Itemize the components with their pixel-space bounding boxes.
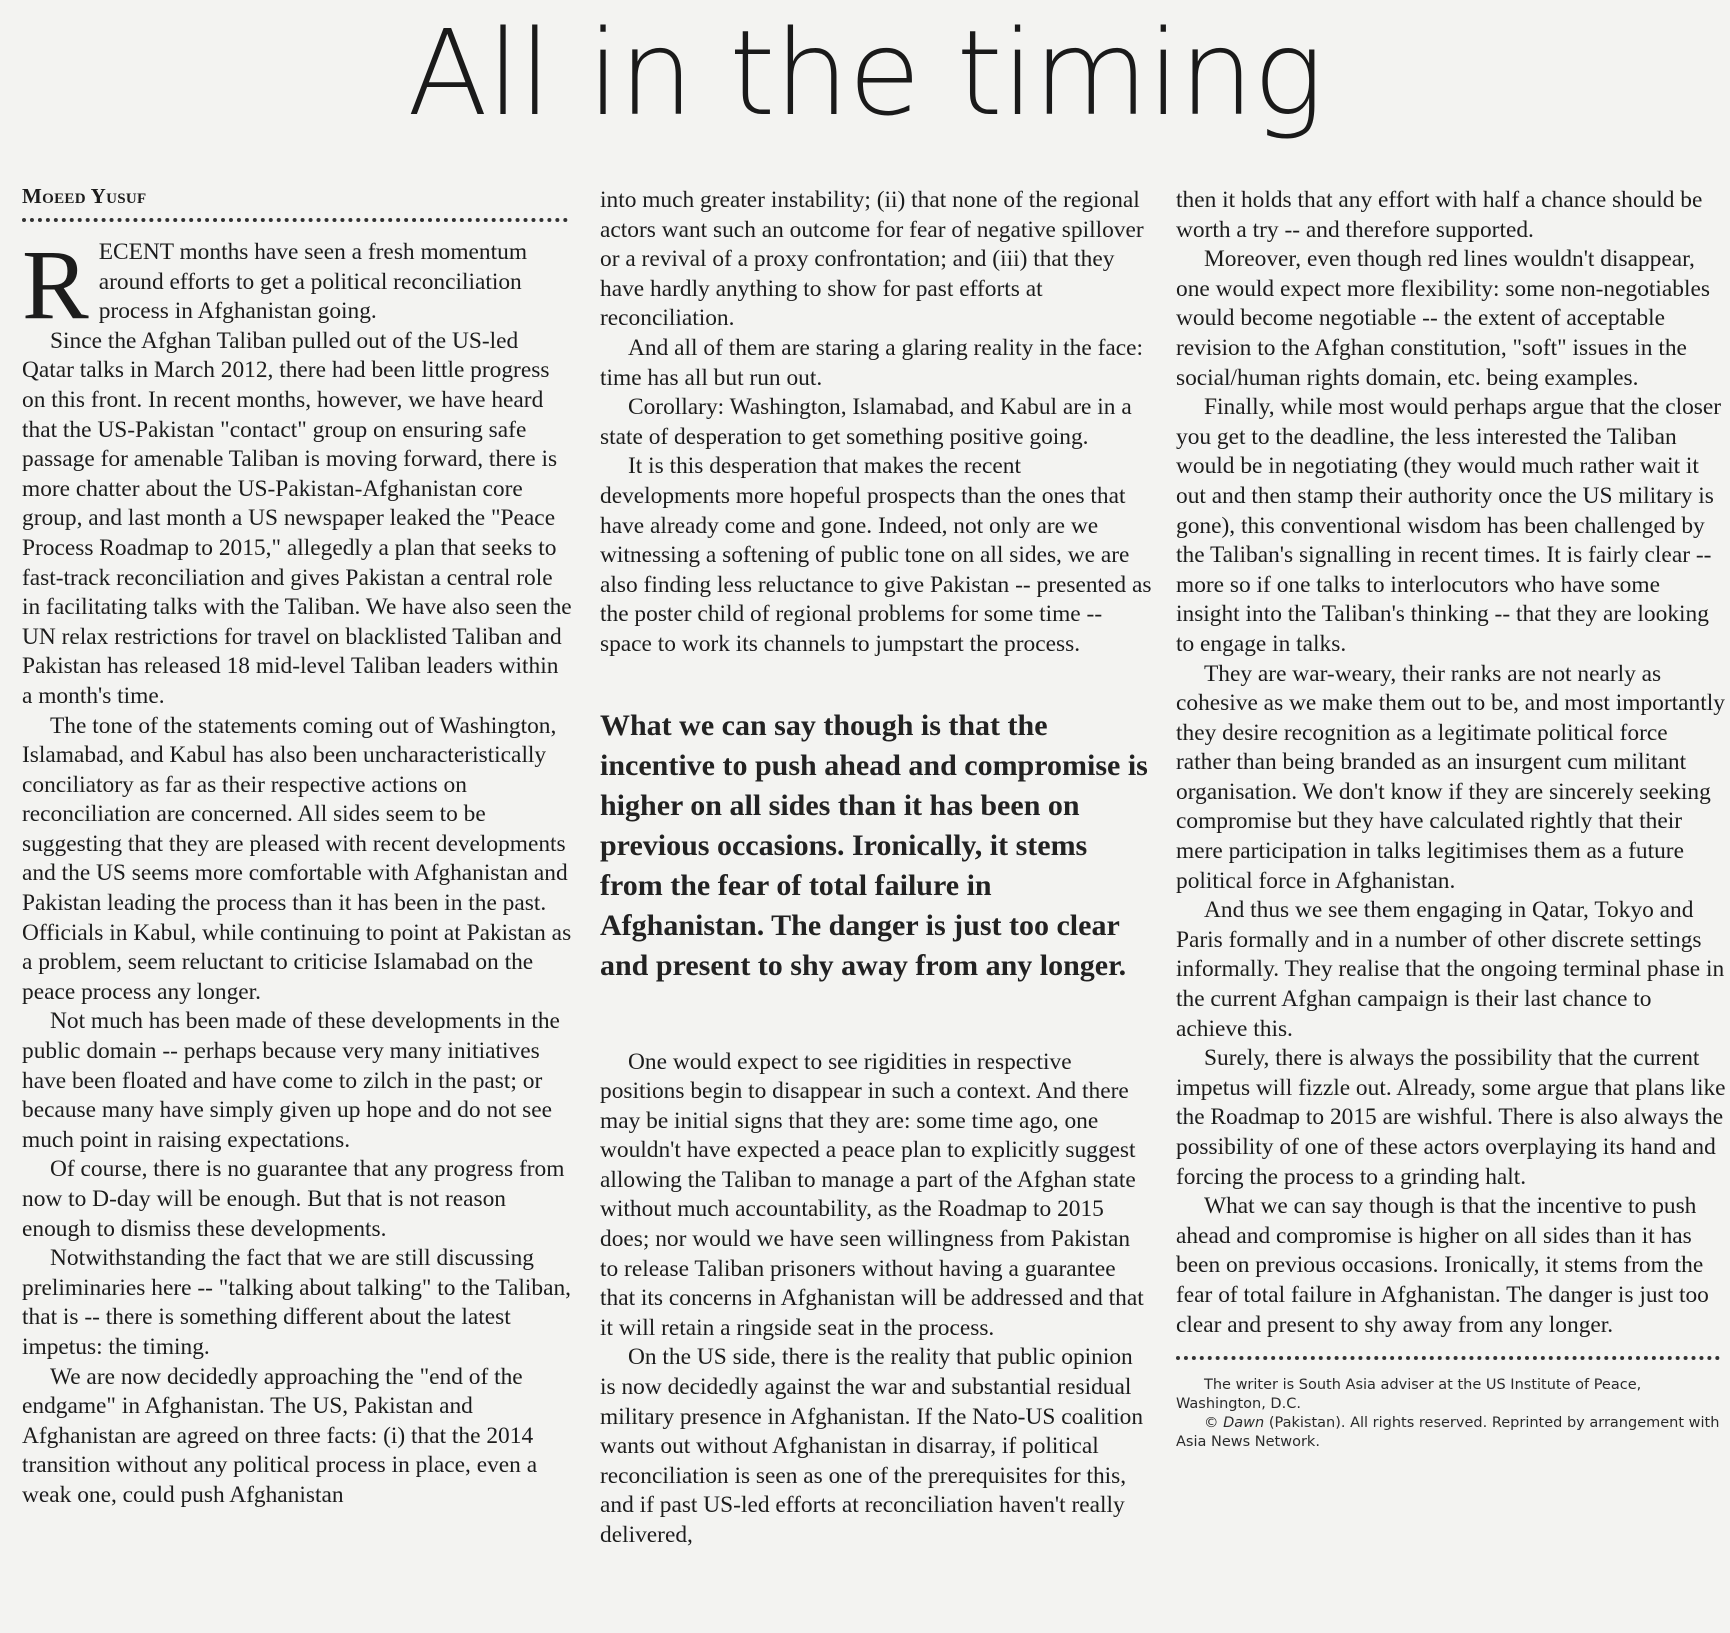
byline: Moeed Yusuf bbox=[22, 184, 147, 208]
column-2 bbox=[600, 186, 1152, 1551]
paragraph: then it holds that any effort with half a chance should be worth a try -- and therefore supported. bbox=[1176, 187, 1703, 243]
paragraph: We are now decidedly approaching the "end of the endgame" in Afghanistan. The US, Pakistan and Afghanistan are agreed on three facts: (i) that the 2014 transition without any political process in place, even a weak one, could push Afghanistan bbox=[22, 1363, 538, 1508]
column-1 bbox=[22, 186, 574, 1511]
dotted-rule bbox=[1176, 1356, 1720, 1360]
paragraph: They are war-weary, their ranks are not nearly as cohesive as we make them out to be, and most importantly they desire recognition as a legitimate political force rather than being branded as an insurgent cum militant organisation. We don't know if they are sincerely seeking compromise but they have calculated rightly that their mere participation in talks legitimises them as a future political force in Afghanistan. bbox=[1176, 660, 1725, 894]
paragraph: Of course, there is no guarantee that any progress from now to D-day will be enough. But that is not reason enough to dismiss these developments. bbox=[22, 1156, 565, 1242]
paragraph: Surely, there is always the possibility that the current impetus will fizzle out. Already, some argue that plans like the Roadmap to 2015 are wishful. There is also always the possibility of one of these actors overplaying its hand and forcing the process to a grinding halt. bbox=[1176, 1045, 1726, 1190]
paragraph: What we can say though is that the incentive to push ahead and compromise is higher on all sides than it has been on previous occasions. Ironically, it stems from the fear of total failure in Afghanistan. The danger is just too clear and present to shy away from any longer. bbox=[1176, 1193, 1709, 1338]
lead-text: ECENT months have seen a fresh momentum around efforts to get a political reconciliation process in Afghanistan going. bbox=[98, 239, 528, 325]
paragraph: into much greater instability; (ii) that none of the regional actors want such an outcome for fear of negative spillover or a revival of a proxy confrontation; and (iii) that they have hardly anything to show for past efforts at reconciliation. bbox=[600, 187, 1144, 332]
publication-name: Dawn bbox=[1223, 1415, 1265, 1432]
paragraph: Moreover, even though red lines wouldn't disappear, one would expect more flexibility: some non-negotiables would become negotiable -- the extent of acceptable revision to the Afghan constitution, "soft" issues in the social/human rights domain, etc. being examples. bbox=[1176, 246, 1710, 391]
copyright-credit bbox=[1176, 1414, 1728, 1452]
paragraph: Since the Afghan Taliban pulled out of the US-led Qatar talks in March 2012, there had been little progress on this front. In recent months, however, we have heard that the US-Pakistan "contact" group on ensuring safe passage for amenable Taliban is moving forward, there is more chatter about the US-Pakistan-Afghanistan core group, and last month a US newspaper leaked the "Peace Process Roadmap to 2015," allegedly a plan that seeks to fast-track reconciliation and gives Pakistan a central role in facilitating talks with the Taliban. We have also seen the UN relax restrictions for travel on blacklisted Taliban and Pakistan has released 18 mid-level Taliban leaders within a month's time. bbox=[22, 327, 572, 709]
paragraph: And thus we see them engaging in Qatar, Tokyo and Paris formally and in a number of other discrete settings informally. They realise that the ongoing terminal phase in the current Afghan campaign is their last chance to achieve this. bbox=[1176, 897, 1725, 1042]
headline: All in the timing bbox=[407, 4, 1323, 142]
dotted-rule bbox=[22, 218, 568, 222]
paragraph: On the US side, there is the reality that public opinion is now decidedly against the war and substantial residual military presence in Afghanistan. If the Nato-US coalition wants out without Afghanistan in disarray, if political reconciliation is seen as one of the prerequisites for this, and if past US-led efforts at reconciliation haven't really delivered, bbox=[600, 1344, 1144, 1548]
drop-cap: R bbox=[22, 229, 89, 340]
lead-paragraph bbox=[22, 229, 574, 340]
credit-text: (Pakistan). All rights reserved. Reprinted by arrangement with Asia News Network. bbox=[1176, 1415, 1720, 1451]
paragraph: The tone of the statements coming out of Washington, Islamabad, and Kabul has also been uncharacteristically conciliatory as far as their respective actions on reconciliation are concerned. All sides seem to be suggesting that they are pleased with recent developments and the US seems more comfortable with Afghanistan and Pakistan leading the process than it has been in the past. Officials in Kabul, while continuing to point at Pakistan as a problem, seem reluctant to criticise Islamabad on the peace process any longer. bbox=[22, 712, 572, 1005]
pull-quote: What we can say though is that the incentive to push ahead and compromise is higher on all sides than it has been on previous occasions. Ironically, it stems from the fear of total failure in Afghanistan. The danger is just too clear and present to shy away from any longer. bbox=[600, 708, 1148, 982]
paragraph: Finally, while most would perhaps argue that the closer you get to the deadline, the less interested the Taliban would be in negotiating (they would much rather wait it out and then stamp their authority once the US military is gone), this conventional wisdom has been challenged by the Taliban's signalling in recent times. It is fairly clear -- more so if one talks to interlocutors who have some insight into the Taliban's thinking -- that they are looking to engage in talks. bbox=[1176, 394, 1722, 657]
paragraph: It is this desperation that makes the recent developments more hopeful prospects than the ones that have already come and gone. Indeed, not only are we witnessing a softening of public tone on all sides, we are also finding less reluctance to give Pakistan -- presented as the poster child of regional problems for some time -- space to work its channels to jumpstart the process. bbox=[600, 453, 1152, 657]
paragraph: One would expect to see rigidities in respective positions begin to disappear in such a context. And there may be initial signs that they are: some time ago, one wouldn't have expected a peace plan to explicitly suggest allowing the Taliban to manage a part of the Afghan state without much accountability, as the Roadmap to 2015 does; nor would we have seen willingness from Pakistan to release Taliban prisoners without having a guarantee that its concerns in Afghanistan will be addressed and that it will retain a ringside seat in the process. bbox=[600, 1048, 1144, 1341]
author-note: The writer is South Asia adviser at the US Institute of Peace, Washington, D.C. bbox=[1176, 1377, 1642, 1413]
paragraph: Not much has been made of these developments in the public domain -- perhaps because very many initiatives have been floated and have come to zilch in the past; or because many have simply given up hope and do not see much point in raising expectations. bbox=[22, 1008, 560, 1153]
paragraph: And all of them are staring a glaring reality in the face: time has all but run out. bbox=[600, 334, 1144, 391]
paragraph: Notwithstanding the fact that we are still discussing preliminaries here -- "talking about talking" to the Taliban, that is -- there is something different about the latest impetus: the timing. bbox=[22, 1245, 572, 1360]
copyright-symbol: © bbox=[1204, 1415, 1219, 1432]
column-3 bbox=[1176, 186, 1728, 1452]
paragraph: Corollary: Washington, Islamabad, and Kabul are in a state of desperation to get something positive going. bbox=[600, 394, 1132, 450]
